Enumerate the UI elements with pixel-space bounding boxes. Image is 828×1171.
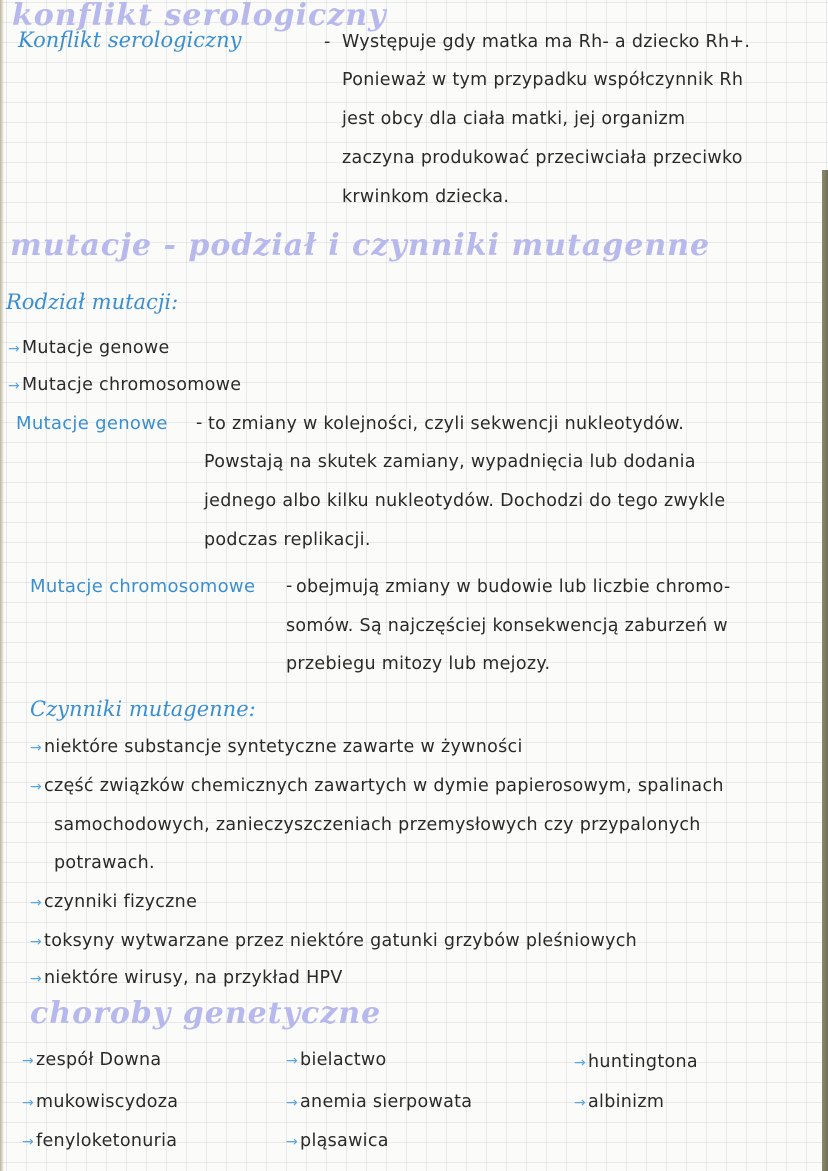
chromo-line-3: przebiegu mitozy lub mejozy. bbox=[286, 654, 551, 674]
disease-item: → bielactwo bbox=[286, 1050, 387, 1070]
konflikt-line-2: Ponieważ w tym przypadku współczynnik Rh bbox=[342, 70, 744, 90]
arrow-icon: → bbox=[8, 378, 21, 394]
mutagen-item-2-line-2: samochodowych, zanieczyszczeniach przemysłowych czy przypalonych bbox=[54, 815, 701, 835]
arrow-icon: → bbox=[286, 1134, 299, 1150]
mutagen-item-1: → niektóre substancje syntetyczne zawarte w żywności bbox=[30, 737, 523, 757]
dash: - bbox=[196, 413, 203, 433]
disease-item: → huntingtona bbox=[574, 1052, 698, 1072]
section-title-konflikt: konflikt serologiczny bbox=[12, 0, 387, 33]
gene-line-3: jednego albo kilku nukleotydów. Dochodzi do tego zwykle bbox=[204, 491, 726, 511]
disease-item: → mukowiscydoza bbox=[22, 1092, 179, 1112]
division-item-2: → Mutacje chromosomowe bbox=[8, 375, 242, 395]
konflikt-line-4: zaczyna produkować przeciwciała przeciwko bbox=[342, 148, 743, 168]
term-mutacje-genowe: Mutacje genowe bbox=[16, 413, 168, 434]
dash: - bbox=[286, 576, 293, 596]
dash: - bbox=[324, 32, 331, 52]
konflikt-line-1: Występuje gdy matka ma Rh- a dziecko Rh+. bbox=[342, 32, 751, 52]
arrow-icon: → bbox=[30, 934, 43, 950]
section-title-mutacje: mutacje - podział i czynniki mutagenne bbox=[10, 228, 711, 263]
arrow-icon: → bbox=[22, 1095, 35, 1111]
gene-line-4: podczas replikacji. bbox=[204, 530, 371, 550]
gene-line-2: Powstają na skutek zamiany, wypadnięcia lub dodania bbox=[204, 452, 696, 472]
term-mutacje-chromosomowe: Mutacje chromosomowe bbox=[30, 576, 256, 597]
disease-item: → albinizm bbox=[574, 1092, 665, 1112]
mutagen-item-2-line-3: potrawach. bbox=[54, 853, 155, 873]
chromo-line-1: obejmują zmiany w budowie lub liczbie chromo- bbox=[296, 577, 731, 597]
arrow-icon: → bbox=[30, 895, 43, 911]
arrow-icon: → bbox=[286, 1053, 299, 1069]
section-title-choroby: choroby genetyczne bbox=[30, 996, 382, 1031]
mutagen-item-3: → czynniki fizyczne bbox=[30, 892, 198, 912]
page-left-edge bbox=[0, 0, 4, 1171]
arrow-icon: → bbox=[22, 1134, 35, 1150]
konflikt-line-3: jest obcy dla ciała matki, jej organizm bbox=[342, 109, 686, 129]
term-konflikt: Konflikt serologiczny bbox=[18, 28, 242, 52]
page-right-edge bbox=[822, 170, 828, 1171]
arrow-icon: → bbox=[22, 1053, 35, 1069]
disease-item: → zespół Downa bbox=[22, 1050, 162, 1070]
disease-item: → anemia sierpowata bbox=[286, 1092, 473, 1112]
chromo-line-2: somów. Są najczęściej konsekwencją zaburzeń w bbox=[286, 616, 728, 636]
arrow-icon: → bbox=[8, 341, 21, 357]
disease-item: → pląsawica bbox=[286, 1131, 389, 1151]
arrow-icon: → bbox=[30, 779, 43, 795]
arrow-icon: → bbox=[30, 971, 43, 987]
division-item-1: → Mutacje genowe bbox=[8, 338, 170, 358]
mutagen-item-2: → część związków chemicznych zawartych w dymie papierosowym, spalinach bbox=[30, 776, 724, 796]
arrow-icon: → bbox=[574, 1095, 587, 1111]
mutagen-item-5: → niektóre wirusy, na przykład HPV bbox=[30, 968, 343, 988]
mutagens-heading: Czynniki mutagenne: bbox=[30, 697, 256, 721]
gene-line-1: to zmiany w kolejności, czyli sekwencji nukleotydów. bbox=[208, 414, 685, 434]
division-heading: Rodział mutacji: bbox=[6, 290, 179, 314]
arrow-icon: → bbox=[30, 740, 43, 756]
arrow-icon: → bbox=[286, 1095, 299, 1111]
arrow-icon: → bbox=[574, 1055, 587, 1071]
konflikt-line-5: krwinkom dziecka. bbox=[342, 187, 510, 207]
disease-item: → fenyloketonuria bbox=[22, 1131, 178, 1151]
mutagen-item-4: → toksyny wytwarzane przez niektóre gatunki grzybów pleśniowych bbox=[30, 931, 638, 951]
